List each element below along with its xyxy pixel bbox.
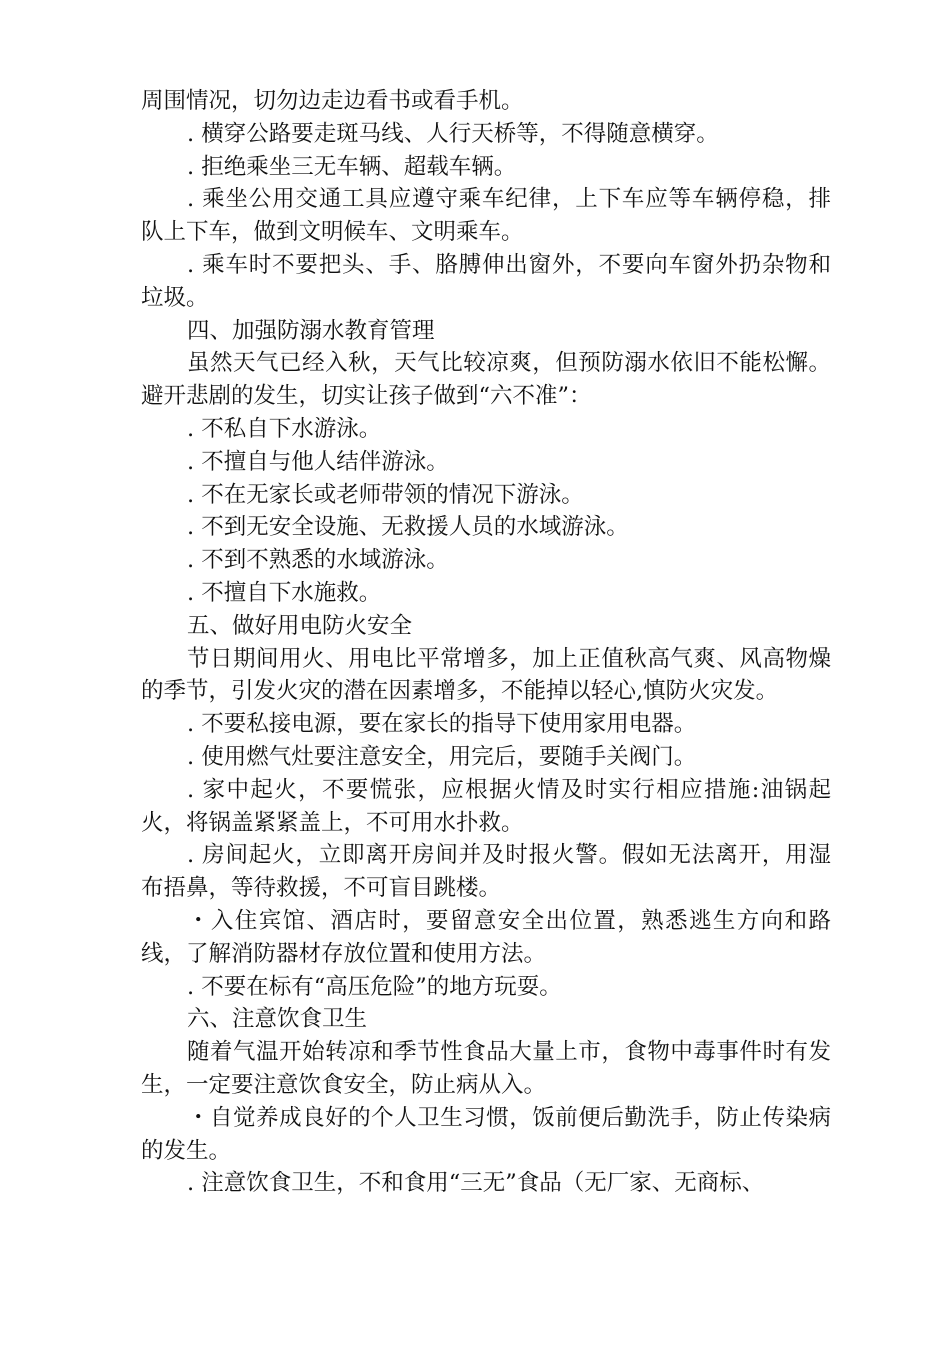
paragraph-continuation: 周围情况，切勿边走边看书或看手机。 [141,88,524,114]
list-item: . 不擅自下水施救。 [187,579,382,606]
list-item: ・自觉养成良好的个人卫生习惯，饭前便后勤洗手，防止传染病的发生。 [141,1104,831,1164]
list-item: ・入住宾馆、酒店时，要留意安全出位置，熟悉逃生方向和路线，了解消防器材存放位置和使用方法。 [141,907,831,967]
list-item: . 不私自下水游泳。 [187,415,382,442]
document-body [141,85,831,1200]
list-item: . 不到无安全设施、无救援人员的水域游泳。 [187,514,629,541]
list-item: . 不要私接电源，要在家长的指导下使用家用电器。 [187,711,697,738]
section-heading: 四、加强防溺水教育管理 [187,317,435,344]
list-item: . 使用燃气灶要注意安全，用完后，要随手关阀门。 [187,743,697,770]
list-item: . 不要在标有“高压危险”的地方玩耍。 [187,973,562,1000]
list-item: . 不在无家长或老师带领的情况下游泳。 [187,481,584,508]
paragraph: 节日期间用火、用电比平常增多，加上正值秋高气爽、风高物燥的季节，引发火灾的潜在因素增多，不能掉以轻心,慎防火灾发。 [141,645,831,705]
list-item: . 拒绝乘坐三无车辆、超载车辆。 [187,153,517,180]
list-item: . 不擅自与他人结伴游泳。 [187,448,449,475]
list-item: . 注意饮食卫生，不和食用“三无”食品（无厂家、无商标、 [187,1170,765,1197]
list-item: . 乘车时不要把头、手、胳膊伸出窗外，不要向车窗外扔杂物和垃圾。 [141,251,831,311]
list-item: . 家中起火，不要慌张，应根据火情及时实行相应措施:油锅起火，将锅盖紧紧盖上，不可用水扑救。 [141,776,831,836]
list-item: . 横穿公路要走斑马线、人行天桥等，不得随意横穿。 [187,120,719,147]
list-item: . 房间起火，立即离开房间并及时报火警。假如无法离开，用湿布捂鼻，等待救援，不可盲目跳楼。 [141,842,831,902]
list-item: . 乘坐公用交通工具应遵守乘车纪律，上下车应等车辆停稳，排队上下车，做到文明候车、文明乘车。 [141,186,831,246]
paragraph: 随着气温开始转凉和季节性食品大量上市，食物中毒事件时有发生，一定要注意饮食安全，防止病从入。 [141,1039,831,1098]
paragraph: 虽然天气已经入秋，天气比较凉爽，但预防溺水依旧不能松懈。避开悲剧的发生，切实让孩子做到“六不准”： [141,350,831,410]
section-heading: 六、注意饮食卫生 [187,1006,368,1033]
list-item: . 不到不熟悉的水域游泳。 [187,547,449,574]
section-heading: 五、做好用电防火安全 [187,612,413,639]
